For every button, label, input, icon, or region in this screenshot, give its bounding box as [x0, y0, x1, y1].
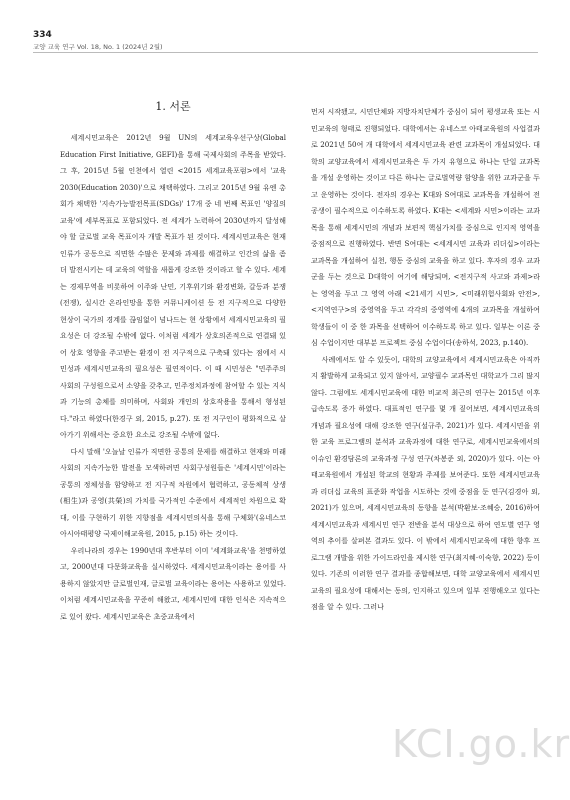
paragraph: 우리나라의 경우는 1990년대 후반부터 이미 '세계화교육'을 천명하였고, 2000년대 다문화교육을 실시하였다. 세계시민교육이라는 용어를 사용하지 않았지만 글로벌인재, 글로벌 교육이라는 용어는 사용하고 있었다. 이처럼 세계시민교육을 꾸준히 해왔고, 세계시민에 대한 인식은 지속적으로 있어 왔다. 세계시민교육은 초중교육에서 — [60, 545, 286, 621]
left-column — [60, 130, 286, 625]
watermark: KCI.go.kr — [392, 722, 570, 766]
section-title: 1. 서론 — [155, 100, 191, 113]
journal-info: 교양 교육 연구 Vol. 18, No. 1 (2024년 2월) — [33, 43, 163, 51]
page-number: 334 — [33, 30, 52, 40]
paragraph: 다시 말해 '오늘날 인류가 직면한 공통의 문제를 해결하고 현재와 미래 사회의 지속가능한 발전을 모색하려면 사회구성원들은 '세계시민'이라는 공통의 정체성을 함양하고 전 지구적 차원에서 협력하고, 공동체적 상생(相生)과 공영(共榮)의 가치를 국가적인 수준에서 세계적인 차원으로 확대, 이를 구현하기 위한 지향점을 세계시민의식을 통해 구체화'(유네스코 아시아태평양 국제이해교육원, 2015, p.15) 하는 것이다. — [60, 446, 286, 538]
header-rule — [33, 52, 538, 53]
paragraph: 먼저 시작됐고, 시민단체와 지방자치단체가 중심이 되어 평생교육 또는 시민교육의 형태로 진행되었다. 대학에서는 유네스코 아태교육원의 사업결과로 2021년 50여 개 대학에서 세계시민교육 관련 교과목이 개설되었다. 대학의 교양교육에서 세계시민교육은 두 가지 유형으로 하나는 단일 교과목을 개설 운영하는 것이고 다른 하나는 글로벌역량 함양을 위한 교과군을 두고 운영하는 것이다. 전자의 경우는 K대와 S여대로 교과목을 개설하여 전공생이 필수적으로 이수하도록 하였다. K대는 <세계와 시민>이라는 교과목을 통해 세계시민의 개념과 보편적 핵심가치를 중심으로 인지적 영역을 중점적으로 진행하였다. 반면 S여대는 <세계시민 교육과 리더십>이라는 교과목을 개설하여 실천, 행동 중심의 교육을 하고 있다. 후자의 경우 교과군을 두는 것으로 D대학이 여기에 해당되며, <전지구적 사고와 과제>라는 영역을 두고 그 영역 아래 <21세기 시민>, <미래위험사회와 안전>, <지역연구>의 중영역을 두고 각각의 중영역에 4개의 교과목을 개설하여 학생들이 이 중 한 과목을 선택하여 이수하도록 하고 있다. 일부는 이론 중심 수업이지만 대부분 프로젝트 중심 수업이다(송하석, 2023, p.140). — [311, 107, 540, 347]
right-column — [311, 104, 540, 616]
paragraph: 사례에서도 알 수 있듯이, 대학의 교양교육에서 세계시민교육은 아직까지 활발하게 교육되고 있지 않아서, 교양필수 교과목인 대학교가 그리 많지 않다. 그럼에도 세계시민교육에 대한 비교적 최근의 연구는 2015년 이후 급속도록 증가 하였다. 대표적인 연구를 몇 개 짚어보면, 세계시민교육의 개념과 필요성에 대해 강조한 연구(설규주, 2021)가 있다. 세계시민을 위한 교육 프로그램의 분석과 교육과정에 대한 연구로, 세계시민교육에서의 이슈인 환경담론의 교육과정 구성 연구(차봉준 외, 2020)가 있다. 이는 아태교육원에서 개설된 학교의 현황과 주제를 보여준다. 또한 세계시민교육과 리더십 교육의 표준화 작업을 시도하는 것에 중점을 둔 연구(김경아 외, 2021)가 있으며, 세계시민교육의 동향을 분석(박환보·조혜승, 2016)하여 세계시민교육과 세계시민 연구 전반을 분석 대상으로 하여 연도별 연구 영역의 추이를 살펴본 결과도 있다. 이 밖에서 세계시민교육에 대한 향후 프로그램 개발을 위한 가이드라인을 제시한 연구(최지혜·이숙향, 2022) 등이 있다. 기존의 이러한 연구 결과를 종합해보면, 대학 교양교육에서 세계시민교육의 필요성에 대해서는 동의, 인지하고 있으며 일부 진행해오고 있다는 점을 알 수 있다. 그러나 — [311, 354, 540, 611]
page-header — [33, 30, 543, 52]
paragraph: 세계시민교육은 2012년 9월 UN의 세계교육우선구상(Global Education First Initiative, GEFI)을 통해 국제사회의 주목을 받았다. 그 후, 2015년 5월 인천에서 열린 <2015 세계교육포럼>에서 '교육 2030(Education 2030)'으로 채택하였다. 그리고 2015년 9월 유엔 총회가 채택한 '지속가능발전목표(SDGs)' 17개 중 네 번째 목표인 '양질의 교육'에 세부목표로 포함되었다. 전 세계가 노력하여 2030년까지 달성해야 할 글로벌 교육 목표이자 개발 목표가 된 것이다. 세계시민교육은 현재 인류가 공동으로 직면한 수많은 문제와 과제를 해결하고 인간의 삶을 좀 더 발전시키는 데 교육의 역할을 새롭게 강조한 것이라고 할 수 있다. 세계는 경제무역을 비롯하여 이주와 난민, 기후위기와 환경변화, 갈등과 분쟁(전쟁), 실시간 온라인망을 통한 커뮤니케이션 등 전 지구적으로 다양한 현상이 국가의 경계를 끊임없이 넘나드는 현 상황에서 세계시민교육의 필요성은 더 강조될 수밖에 없다. 이처럼 세계가 상호의존적으로 연결돼 있어 상호 영향을 주고받는 환경이 전 지구적으로 구축돼 있다는 점에서 시민성과 세계시민교육의 필요성은 필연적이다. 이 때 시민성은 "민주주의 사회의 구성원으로서 소양을 갖추고, 민주정치과정에 참여할 수 있는 지식과 기능의 총체를 의미하며, 사회와 개인의 상호작용을 통해서 형성된다."라고 하였다(한경구 외, 2015, p.27). 또 전 지구인이 평화적으로 살아가기 위해서는 중요한 요소로 강조될 수밖에 없다. — [60, 133, 286, 439]
